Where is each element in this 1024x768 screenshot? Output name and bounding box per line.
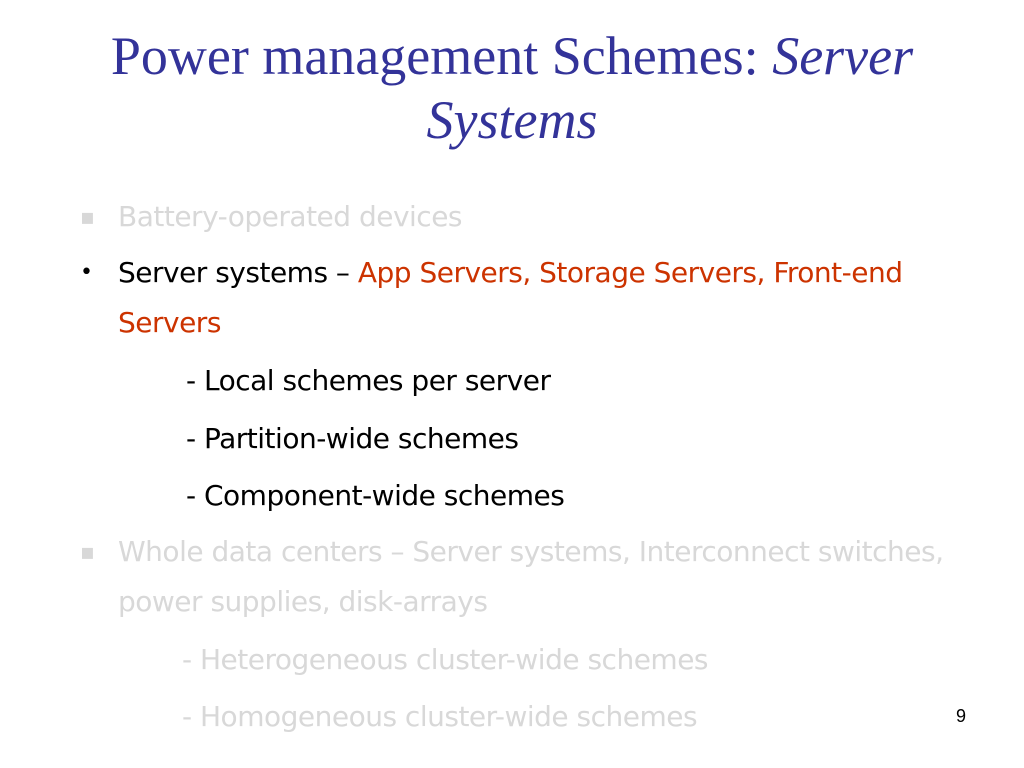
bullet-2-sub-item-3: - Component-wide schemes <box>186 479 565 512</box>
bullet-marker-1: ▪ <box>80 205 95 230</box>
bullet-2-line-1 <box>118 256 903 289</box>
bullet-marker-2: • <box>80 260 93 285</box>
bullet-marker-3: ▪ <box>80 540 95 565</box>
slide-title-main: Power management Schemes: <box>110 26 773 86</box>
bullet-3-sub-item-1: - Heterogeneous cluster-wide schemes <box>182 643 709 676</box>
bullet-3-line-1: Whole data centers – Server systems, Interconnect switches, <box>118 535 944 568</box>
slide-title-italic-2: Systems <box>426 90 598 150</box>
bullet-1-text: Battery-operated devices <box>118 200 463 233</box>
slide-title <box>30 24 994 152</box>
bullet-2-line-2: Servers <box>118 306 221 339</box>
slide-title-italic-1: Server <box>772 26 914 86</box>
bullet-2-sub-item-1: - Local schemes per server <box>186 364 551 397</box>
slide-number: 9 <box>955 706 966 726</box>
bullet-2-accent-text: App Servers, Storage Servers, Front-end <box>357 256 903 289</box>
bullet-2-lead-text: Server systems – <box>118 256 358 289</box>
bullet-3-sub-item-2: - Homogeneous cluster-wide schemes <box>182 700 698 733</box>
bullet-2-sub-item-2: - Partition-wide schemes <box>186 422 519 455</box>
bullet-3-line-2: power supplies, disk-arrays <box>118 585 488 618</box>
